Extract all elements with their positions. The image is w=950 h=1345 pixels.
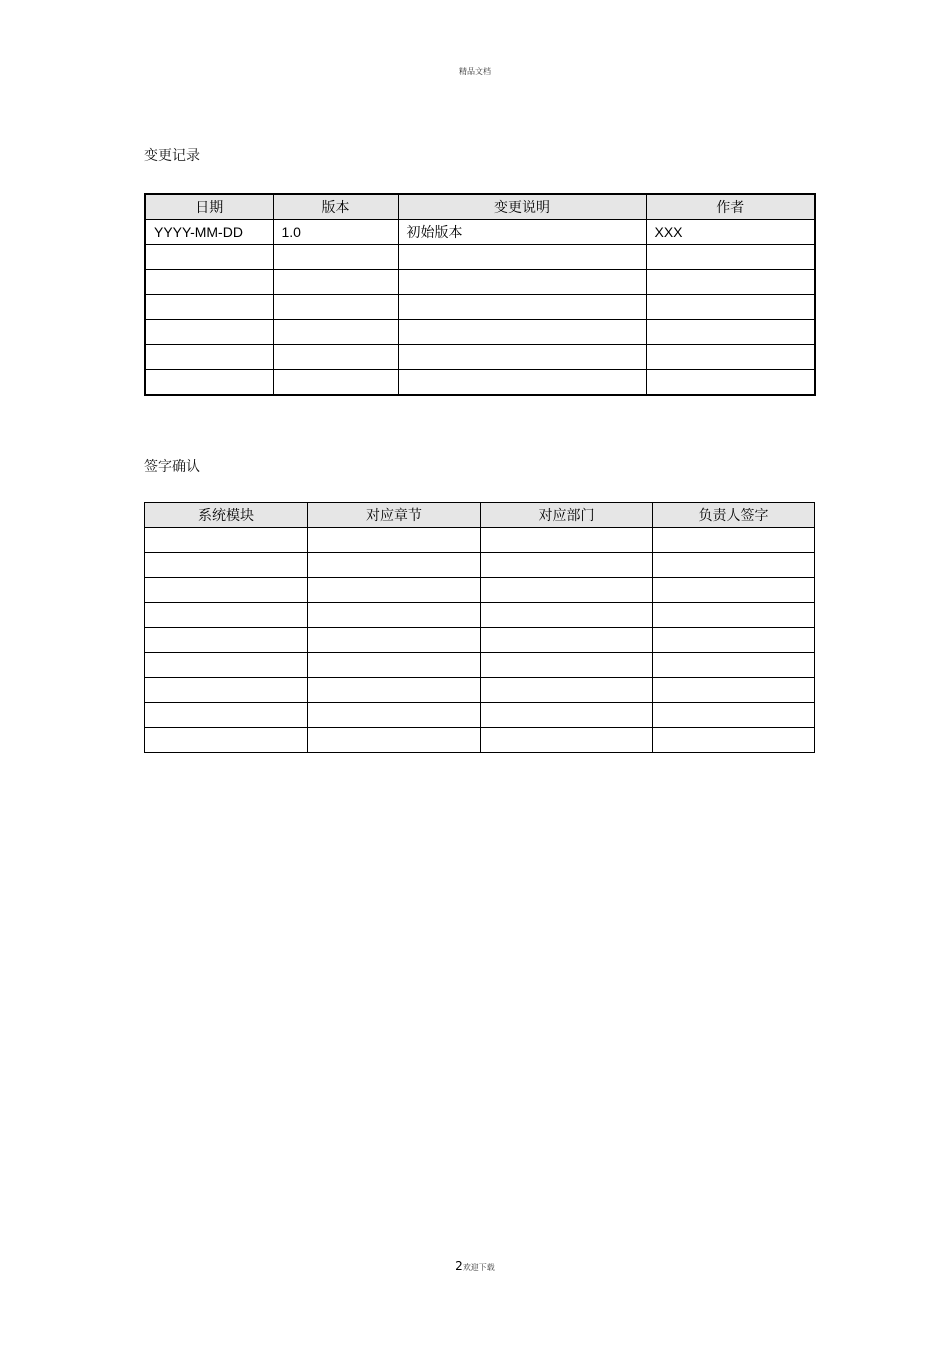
table-header-row bbox=[145, 194, 815, 220]
signature-cell bbox=[653, 678, 815, 703]
header-chapter: 对应章节 bbox=[308, 503, 481, 528]
author-cell bbox=[646, 245, 815, 270]
header-signature: 负责人签字 bbox=[653, 503, 815, 528]
chapter-cell bbox=[308, 603, 481, 628]
change-description-cell bbox=[398, 370, 646, 396]
date-cell: YYYY-MM-DD bbox=[145, 220, 273, 245]
table-row bbox=[145, 553, 815, 578]
table-row bbox=[145, 245, 815, 270]
signature-table bbox=[144, 502, 815, 753]
signature-cell bbox=[653, 703, 815, 728]
system-module-cell bbox=[145, 703, 308, 728]
date-cell bbox=[145, 295, 273, 320]
table-row bbox=[145, 320, 815, 345]
chapter-cell bbox=[308, 653, 481, 678]
system-module-cell bbox=[145, 728, 308, 753]
header-change-description: 变更说明 bbox=[398, 194, 646, 220]
change-description-cell bbox=[398, 245, 646, 270]
chapter-cell bbox=[308, 528, 481, 553]
system-module-cell bbox=[145, 528, 308, 553]
version-cell bbox=[273, 370, 398, 396]
signature-cell bbox=[653, 528, 815, 553]
table-row bbox=[145, 295, 815, 320]
author-cell bbox=[646, 370, 815, 396]
page-number: 2 bbox=[455, 1259, 463, 1273]
signature-cell bbox=[653, 553, 815, 578]
chapter-cell bbox=[308, 578, 481, 603]
signature-cell bbox=[653, 603, 815, 628]
date-cell bbox=[145, 370, 273, 396]
header-date: 日期 bbox=[145, 194, 273, 220]
department-cell bbox=[481, 628, 653, 653]
date-cell bbox=[145, 345, 273, 370]
table-header-row bbox=[145, 503, 815, 528]
header-department: 对应部门 bbox=[481, 503, 653, 528]
table-row bbox=[145, 703, 815, 728]
chapter-cell bbox=[308, 728, 481, 753]
footer-text: 欢迎下载 bbox=[462, 1263, 495, 1272]
change-description-cell bbox=[398, 345, 646, 370]
version-cell: 1.0 bbox=[273, 220, 398, 245]
version-cell bbox=[273, 245, 398, 270]
table-row bbox=[145, 728, 815, 753]
department-cell bbox=[481, 653, 653, 678]
table-row bbox=[145, 528, 815, 553]
header-system-module: 系统模块 bbox=[145, 503, 308, 528]
change-description-cell bbox=[398, 320, 646, 345]
version-cell bbox=[273, 345, 398, 370]
change-record-table bbox=[144, 193, 816, 396]
table-row bbox=[145, 653, 815, 678]
signature-cell bbox=[653, 578, 815, 603]
table-row bbox=[145, 578, 815, 603]
change-record-title: 变更记录 bbox=[144, 148, 200, 164]
chapter-cell bbox=[308, 703, 481, 728]
chapter-cell bbox=[308, 678, 481, 703]
date-cell bbox=[145, 245, 273, 270]
system-module-cell bbox=[145, 578, 308, 603]
page-footer bbox=[0, 1259, 950, 1273]
signature-cell bbox=[653, 728, 815, 753]
change-description-cell: 初始版本 bbox=[398, 220, 646, 245]
system-module-cell bbox=[145, 653, 308, 678]
system-module-cell bbox=[145, 678, 308, 703]
chapter-cell bbox=[308, 628, 481, 653]
department-cell bbox=[481, 728, 653, 753]
version-cell bbox=[273, 320, 398, 345]
change-description-cell bbox=[398, 270, 646, 295]
change-description-cell bbox=[398, 295, 646, 320]
table-row bbox=[145, 603, 815, 628]
version-cell bbox=[273, 295, 398, 320]
date-cell bbox=[145, 320, 273, 345]
version-cell bbox=[273, 270, 398, 295]
author-cell bbox=[646, 320, 815, 345]
header-note: 精品文档 bbox=[459, 67, 491, 76]
system-module-cell bbox=[145, 603, 308, 628]
table-row bbox=[145, 270, 815, 295]
department-cell bbox=[481, 578, 653, 603]
system-module-cell bbox=[145, 553, 308, 578]
author-cell bbox=[646, 345, 815, 370]
table-row bbox=[145, 370, 815, 396]
chapter-cell bbox=[308, 553, 481, 578]
department-cell bbox=[481, 703, 653, 728]
signature-cell bbox=[653, 653, 815, 678]
table-row bbox=[145, 678, 815, 703]
signature-cell bbox=[653, 628, 815, 653]
header-version: 版本 bbox=[273, 194, 398, 220]
date-cell bbox=[145, 270, 273, 295]
department-cell bbox=[481, 603, 653, 628]
department-cell bbox=[481, 678, 653, 703]
author-cell: XXX bbox=[646, 220, 815, 245]
signature-confirm-title: 签字确认 bbox=[144, 459, 200, 475]
author-cell bbox=[646, 270, 815, 295]
department-cell bbox=[481, 528, 653, 553]
department-cell bbox=[481, 553, 653, 578]
table-row bbox=[145, 220, 815, 245]
table-row bbox=[145, 628, 815, 653]
table-row bbox=[145, 345, 815, 370]
author-cell bbox=[646, 295, 815, 320]
system-module-cell bbox=[145, 628, 308, 653]
header-author: 作者 bbox=[646, 194, 815, 220]
